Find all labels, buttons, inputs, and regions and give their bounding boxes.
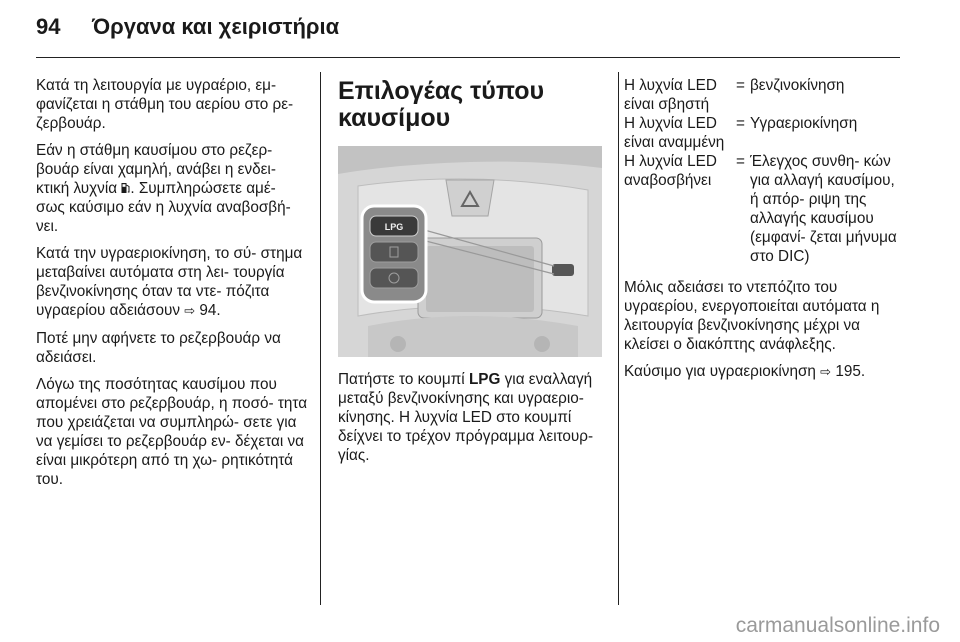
paragraph [624, 362, 904, 382]
text: για εναλλαγή μεταξύ βενζινοκίνησης και υγραεριο- κίνησης. Η λυχνία LED στο κουμπί δείχνει το τρέχον πρόγραμμα λειτουρ- γίας. [338, 371, 594, 464]
led-status-desc: Έλεγχος συνθη- κών για αλλαγή καυσίμου, ή απόρ- ριψη της αλλαγής καυσίμου (εμφανί- ζεται μήνυμα στο DIC) [750, 153, 897, 265]
dashboard-illustration [338, 146, 602, 357]
led-status-term: Η λυχνία LED είναι αναμμένη [624, 115, 725, 151]
text: Εάν η στάθμη καυσίμου στο ρεζερ- βουάρ είναι χαμηλή, ανάβει η ενδει- κτική λυχνία [36, 142, 276, 197]
fuel-pump-icon [121, 182, 130, 194]
page-number: 94 [36, 14, 61, 39]
led-status-row [624, 114, 904, 152]
equals-sign: = [736, 115, 745, 132]
paragraph: Κατά τη λειτουργία με υγραέριο, εμ- φανίζεται η στάθμη του αερίου στο ρε- ζερβουάρ. [36, 77, 294, 132]
watermark: carmanualsonline.info [735, 614, 940, 637]
led-status-row [624, 76, 904, 114]
paragraph [36, 244, 308, 321]
page-ref-arrow-icon: ⇨ [184, 304, 196, 319]
column-2 [338, 76, 608, 473]
column-3 [624, 76, 904, 390]
equals-sign: = [736, 77, 745, 94]
header-rule [36, 57, 900, 58]
panel-button-3 [370, 268, 418, 288]
paragraph: Ποτέ μην αφήνετε το ρεζερβουάρ να αδειάσει. [36, 330, 281, 366]
led-status-desc: βενζινοκίνηση [750, 77, 845, 94]
text: Καύσιμο για υγραεριοκίνηση [624, 363, 821, 380]
page-header [36, 14, 339, 44]
paragraph [36, 141, 308, 236]
dashboard-svg [338, 146, 602, 357]
led-status-row [624, 152, 904, 266]
page-ref-arrow-icon: ⇨ [820, 365, 832, 380]
led-status-term: Η λυχνία LED είναι σβηστή [624, 77, 717, 113]
lpg-button-label: LPG [384, 222, 404, 232]
led-status-table [624, 76, 904, 266]
section-title-line: Επιλογέας τύπου [338, 77, 545, 105]
page-title: Όργανα και χειριστήρια [92, 14, 340, 39]
page-ref[interactable]: 195. [835, 363, 866, 380]
column-divider-1 [320, 72, 321, 605]
equals-sign: = [736, 153, 745, 170]
text: . Συμπληρώσετε αμέ- σως καύσιμο εάν η λυχνία αναβοσβή- νει. [36, 180, 291, 235]
section-title-line: καυσίμου [338, 104, 451, 132]
column-divider-2 [618, 72, 619, 605]
column-1 [36, 76, 308, 497]
paragraph: Λόγω της ποσότητας καυσίμου που απομένει στο ρεζερβουάρ, η ποσό- τητα που χρειάζεται να συμπληρώ- σετε για να γεμίσει το ρεζερβουάρ εν- δέχεται να είναι μικρότερη από τη χω- ρητικότητά του. [36, 376, 308, 488]
panel-button-2 [370, 242, 418, 262]
paragraph: Μόλις αδειάσει το ντεπόζιτο του υγραερίου, ενεργοποιείται αυτόματα η λειτουργία βενζινοκίνησης μέχρι να κλείσει ο διακόπτης ανάφλεξης. [624, 279, 880, 353]
led-status-desc: Υγραεριοκίνηση [750, 115, 858, 132]
section-title [338, 78, 608, 132]
page-ref[interactable]: 94. [199, 302, 221, 319]
lpg-button-small [552, 264, 574, 276]
text: Κατά την υγραεριοκίνηση, το σύ- στημα μεταβαίνει αυτόματα στη λει- τουργία βενζινοκίνησης όταν τα ντε- πόζιτα υγραερίου αδειάσουν [36, 245, 303, 319]
lpg-term: LPG [468, 371, 501, 388]
text: Πατήστε το κουμπί [338, 371, 469, 388]
led-status-term: Η λυχνία LED αναβοσβήνει [624, 153, 717, 189]
paragraph [338, 370, 608, 465]
